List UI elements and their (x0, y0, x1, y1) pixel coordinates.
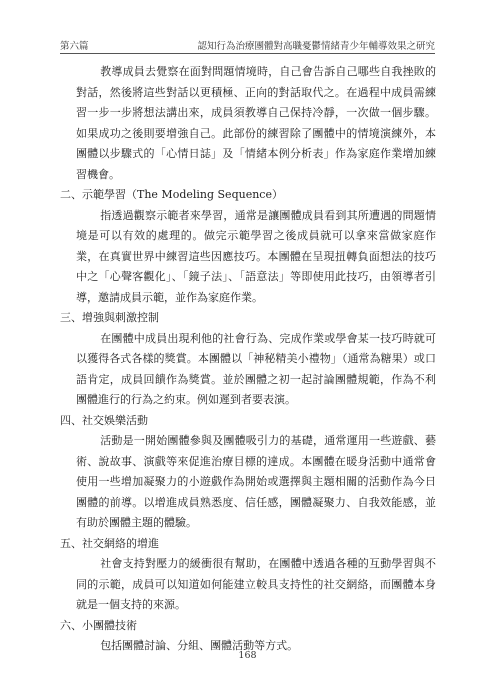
section-heading: 三、增強與刺激控制 (60, 311, 159, 324)
paragraph: 教導成員去覺察在面對問題情境時，自己會告訴自己哪些自我挫敗的對話，然後將這些對話以更積極、正向的對話取代之。在過程中成員需練習一步一步將想法講出來，成員須教導自己保持冷靜，一次做一個步驟。如果成功之後則要增強自己。此部份的練習除了團體中的情境演練外，本團體以步驟式的「心情日誌」及「情緒本例分析表」作為家庭作業增加練習機會。 (76, 65, 436, 181)
section-heading: 四、社交娛樂活動 (60, 413, 148, 427)
page-body (60, 62, 436, 657)
header-divider (60, 53, 435, 54)
section-heading: 六、小團體技術 (60, 618, 137, 632)
chapter-label: 第六篇 (60, 41, 89, 52)
running-title: 認知行為治療團體對高職憂鬱情緒青少年輔導效果之研究 (197, 41, 435, 52)
section-heading: 二、示範學習（The Modeling Sequence） (60, 188, 283, 201)
section-heading: 五、社交網絡的增進 (60, 536, 159, 550)
paragraph: 在團體中成員出現利他的社會行為、完成作業或學會某一技巧時就可以獲得各式各樣的獎賞。本團體以「神秘精美小禮物」（通常為糖果）或口語肯定，成員回饋作為獎賞。並於團體之初一起討論團體規範，作為不利團體進行的行為之約束。例如遲到者要表演。 (76, 331, 436, 406)
paragraph: 活動是一開始團體參與及團體吸引力的基礎，通常運用一些遊戲、藝術、說故事、演戲等來促進治療目標的達成。本團體在暖身活動中通常會使用一些增加凝聚力的小遊戲作為開始或選擇與主題相關的活動作為今日團體的前導。以增進成員熟悉度、信任感，團體凝聚力、自我效能感，並有助於團體主題的體驗。 (76, 434, 436, 529)
paragraph: 社會支持對壓力的緩衝很有幫助，在團體中透過各種的互動學習與不同的示範，成員可以知道如何能建立較具支持性的社交網絡，而團體本身就是一個支持的來源。 (76, 557, 436, 611)
page-number: 168 (238, 650, 257, 661)
paragraph: 包括團體討論、分組、團體活動等方式。 (100, 639, 299, 652)
paragraph: 指透過觀察示範者來學習，通常是讓團體成員看到其所遭遇的問題情境是可以有效的處理的。做完示範學習之後成員就可以拿來當做家庭作業，在真實世界中練習這些因應技巧。本團體在呈現扭轉負面想法的技巧中之「心聲客觀化」、「鏡子法」、「語意法」等即使用此技巧，由領導者引導，邀請成員示範，並作為家庭作業。 (76, 208, 436, 304)
